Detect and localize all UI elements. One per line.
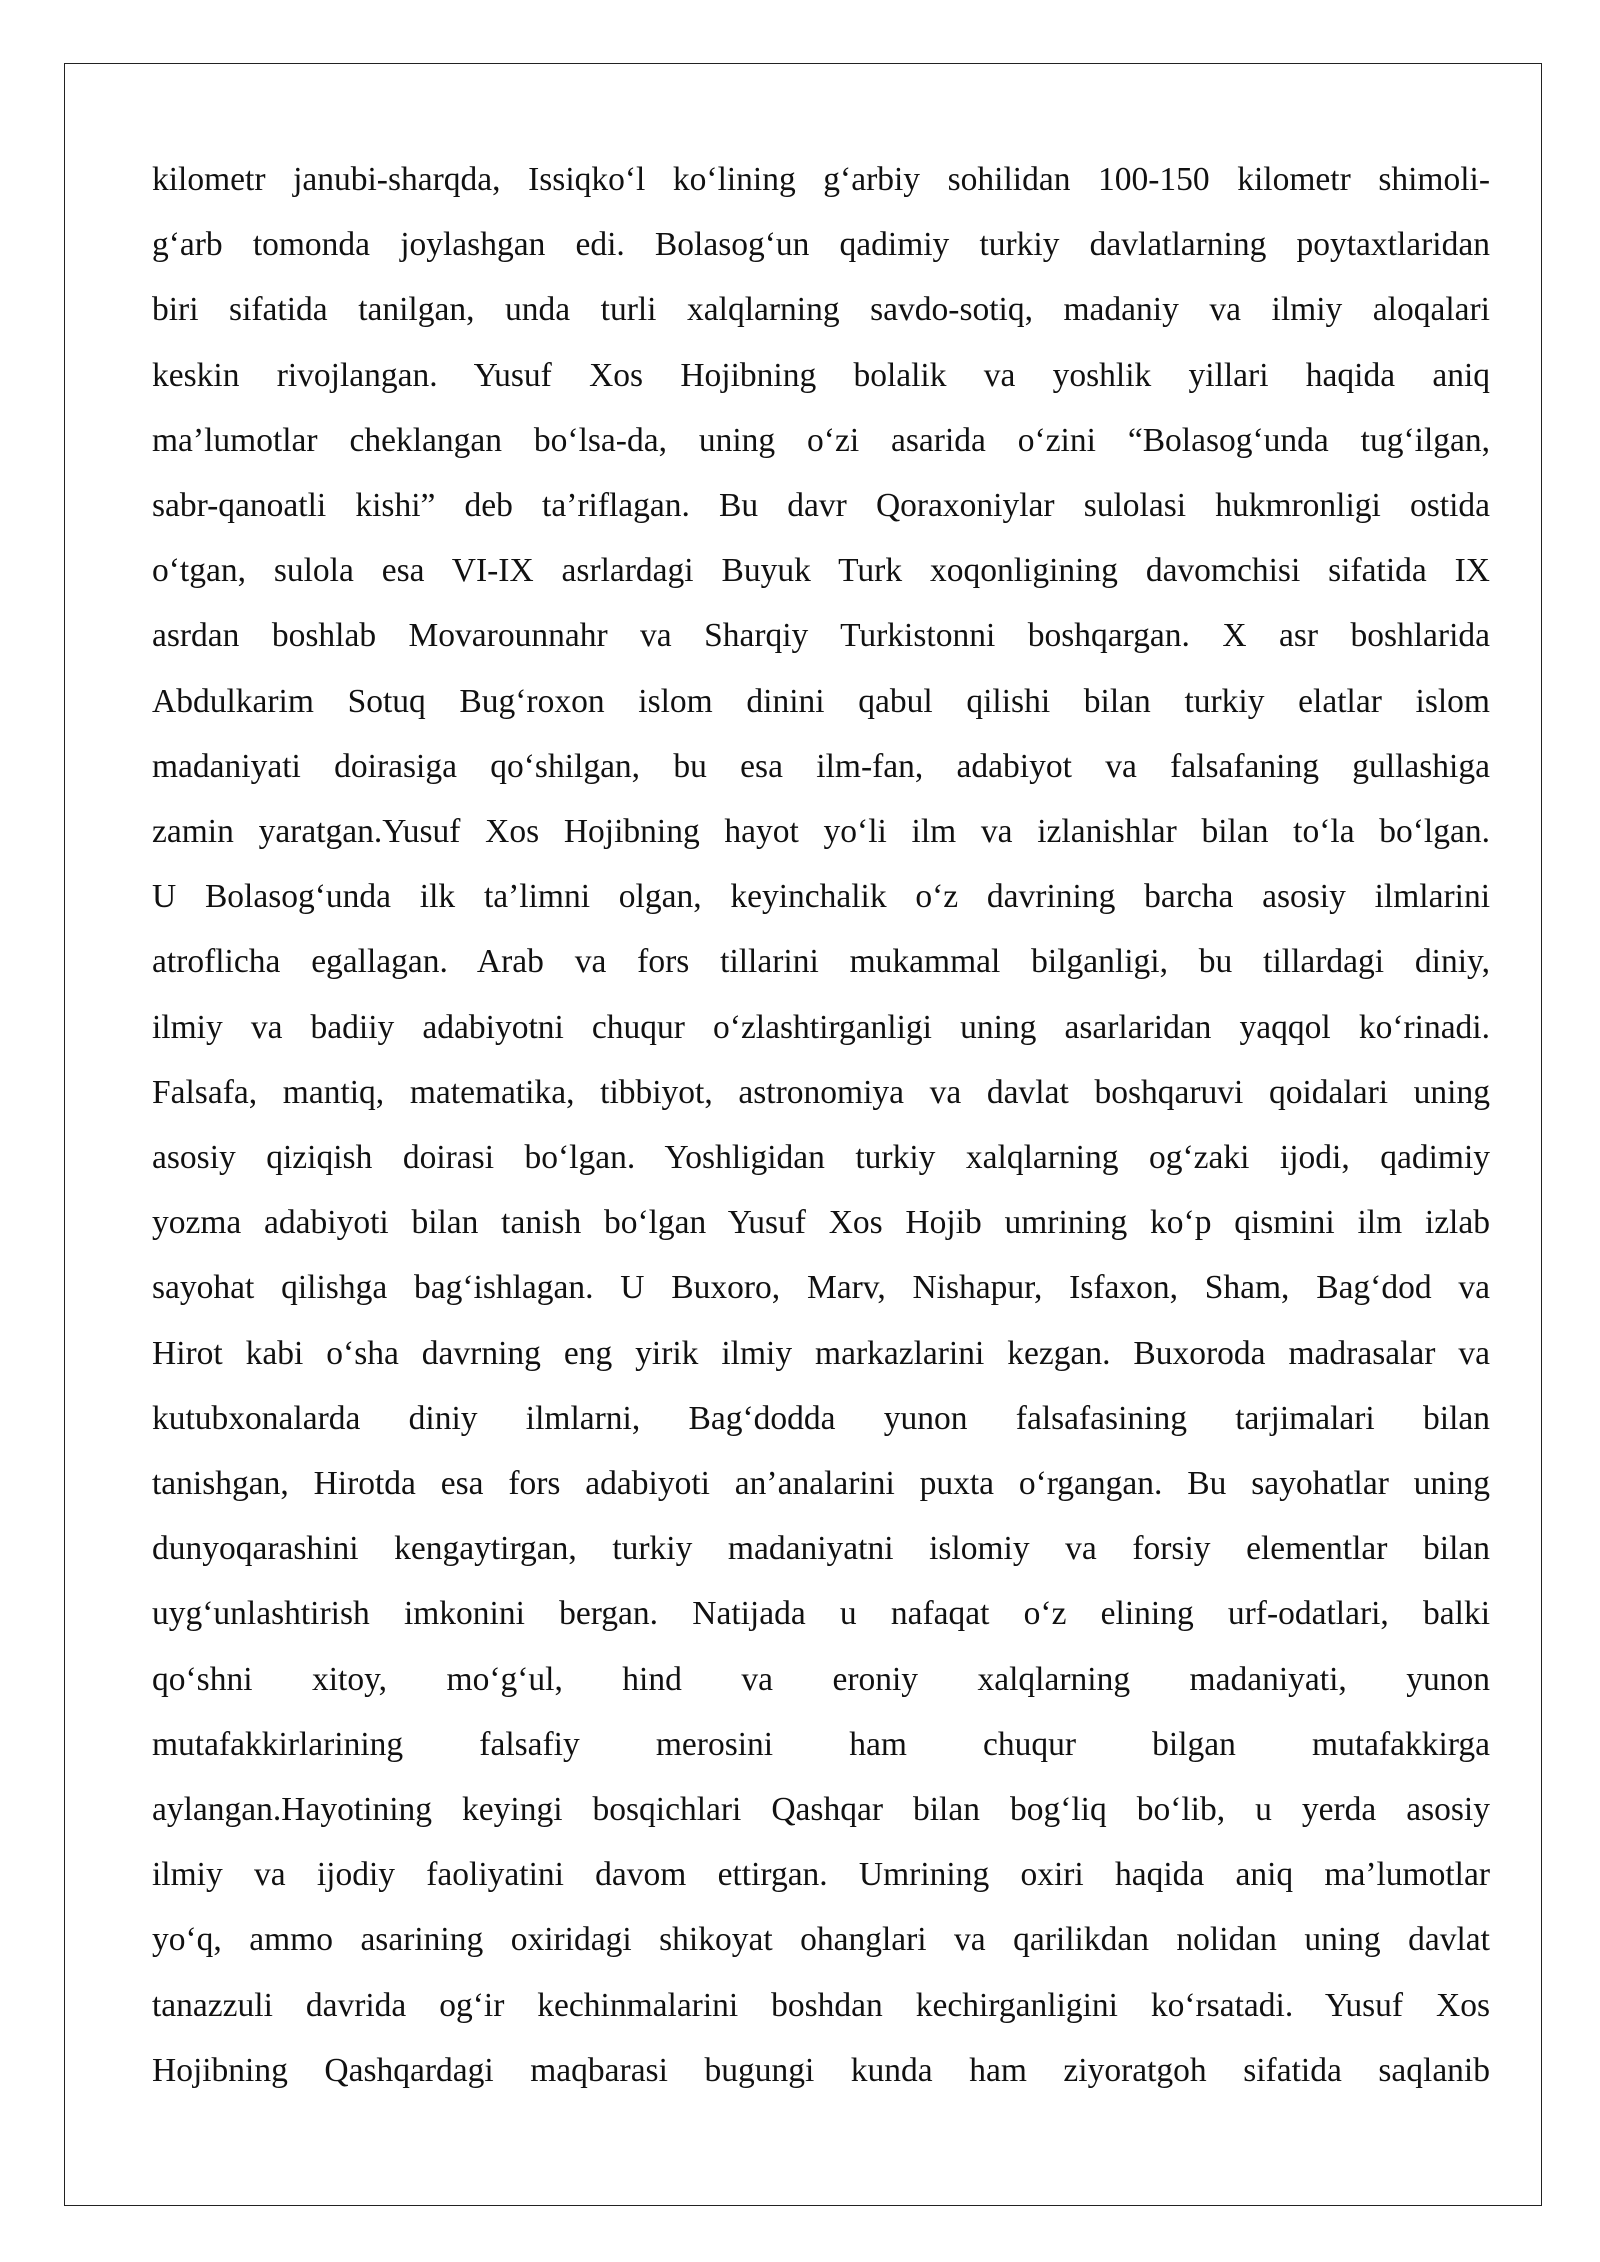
text-line: Falsafa, mantiq, matematika, tibbiyot, astronomiya va davlat boshqaruvi qoidalari uning — [152, 1073, 1490, 1111]
text-line: ma’lumotlar cheklangan bo‘lsa-da, uning o‘zi asarida o‘zini “Bolasog‘unda tug‘ilgan, — [152, 421, 1490, 459]
text-line: madaniyati doirasiga qo‘shilgan, bu esa ilm-fan, adabiyot va falsafaning gullashiga — [152, 747, 1490, 785]
text-line: yozma adabiyoti bilan tanish bo‘lgan Yusuf Xos Hojib umrining ko‘p qismini ilm izlab — [152, 1204, 1490, 1242]
text-line: o‘tgan, sulola esa VI-IX asrlardagi Buyuk Turk xoqonligining davomchisi sifatida IX — [152, 552, 1490, 590]
text-line: yo‘q, ammo asarining oxiridagi shikoyat ohanglari va qarilikdan nolidan uning davlat — [152, 1921, 1490, 1959]
text-line: aylangan.Hayotining keyingi bosqichlari Qashqar bilan bog‘liq bo‘lib, u yerda asosiy — [152, 1791, 1490, 1829]
text-line: Hojibning Qashqardagi maqbarasi bugungi kunda ham ziyoratgoh sifatida saqlanib — [152, 2051, 1490, 2089]
text-line: U Bolasog‘unda ilk ta’limni olgan, keyinchalik o‘z davrining barcha asosiy ilmlarini — [152, 878, 1490, 916]
text-line: zamin yaratgan.Yusuf Xos Hojibning hayot yo‘li ilm va izlanishlar bilan to‘la bo‘lgan. — [152, 813, 1490, 851]
text-line: asrdan boshlab Movarounnahr va Sharqiy Turkistonni boshqargan. X asr boshlarida — [152, 617, 1490, 655]
text-line: kutubxonalarda diniy ilmlarni, Bag‘dodda yunon falsafasining tarjimalari bilan — [152, 1399, 1490, 1437]
text-line: atroflicha egallagan. Arab va fors tillarini mukammal bilganligi, bu tillardagi diniy, — [152, 943, 1490, 981]
text-line: g‘arb tomonda joylashgan edi. Bolasog‘un qadimiy turkiy davlatlarning poytaxtlaridan — [152, 226, 1490, 264]
text-line: kilometr janubi-sharqda, Issiqko‘l ko‘lining g‘arbiy sohilidan 100-150 kilometr shimoli- — [152, 161, 1490, 198]
text-line: ilmiy va badiiy adabiyotni chuqur o‘zlashtirganligi uning asarlaridan yaqqol ko‘rinadi. — [152, 1008, 1490, 1046]
text-line: sabr-qanoatli kishi” deb ta’riflagan. Bu davr Qoraxoniylar sulolasi hukmronligi ostida — [152, 487, 1490, 525]
text-line: Hirot kabi o‘sha davrning eng yirik ilmiy markazlarini kezgan. Buxoroda madrasalar va — [152, 1334, 1490, 1372]
text-line: tanazzuli davrida og‘ir kechinmalarini boshdan kechirganligini ko‘rsatadi. Yusuf Xos — [152, 1986, 1490, 2024]
text-line: uyg‘unlashtirish imkonini bergan. Natijada u nafaqat o‘z elining urf-odatlari, balki — [152, 1595, 1490, 1633]
text-line: Abdulkarim Sotuq Bug‘roxon islom dinini qabul qilishi bilan turkiy elatlar islom — [152, 682, 1490, 720]
text-line: biri sifatida tanilgan, unda turli xalqlarning savdo-sotiq, madaniy va ilmiy aloqalari — [152, 291, 1490, 329]
text-line: qo‘shni xitoy, mo‘g‘ul, hind va eroniy xalqlarning madaniyati, yunon — [152, 1660, 1490, 1698]
text-line: tanishgan, Hirotda esa fors adabiyoti an’analarini puxta o‘rgangan. Bu sayohatlar uning — [152, 1465, 1490, 1503]
text-line: sayohat qilishga bag‘ishlagan. U Buxoro, Marv, Nishapur, Isfaxon, Sham, Bag‘dod va — [152, 1269, 1490, 1307]
text-line: ilmiy va ijodiy faoliyatini davom ettirgan. Umrining oxiri haqida aniq ma’lumotlar — [152, 1856, 1490, 1894]
text-line: asosiy qiziqish doirasi bo‘lgan. Yoshligidan turkiy xalqlarning og‘zaki ijodi, qadimiy — [152, 1139, 1490, 1177]
text-line: keskin rivojlangan. Yusuf Xos Hojibning bolalik va yoshlik yillari haqida aniq — [152, 356, 1490, 394]
text-line: dunyoqarashini kengaytirgan, turkiy madaniyatni islomiy va forsiy elementlar bilan — [152, 1530, 1490, 1568]
text-line: mutafakkirlarining falsafiy merosini ham chuqur bilgan mutafakkirga — [152, 1725, 1490, 1763]
body-paragraph — [152, 147, 1490, 2103]
